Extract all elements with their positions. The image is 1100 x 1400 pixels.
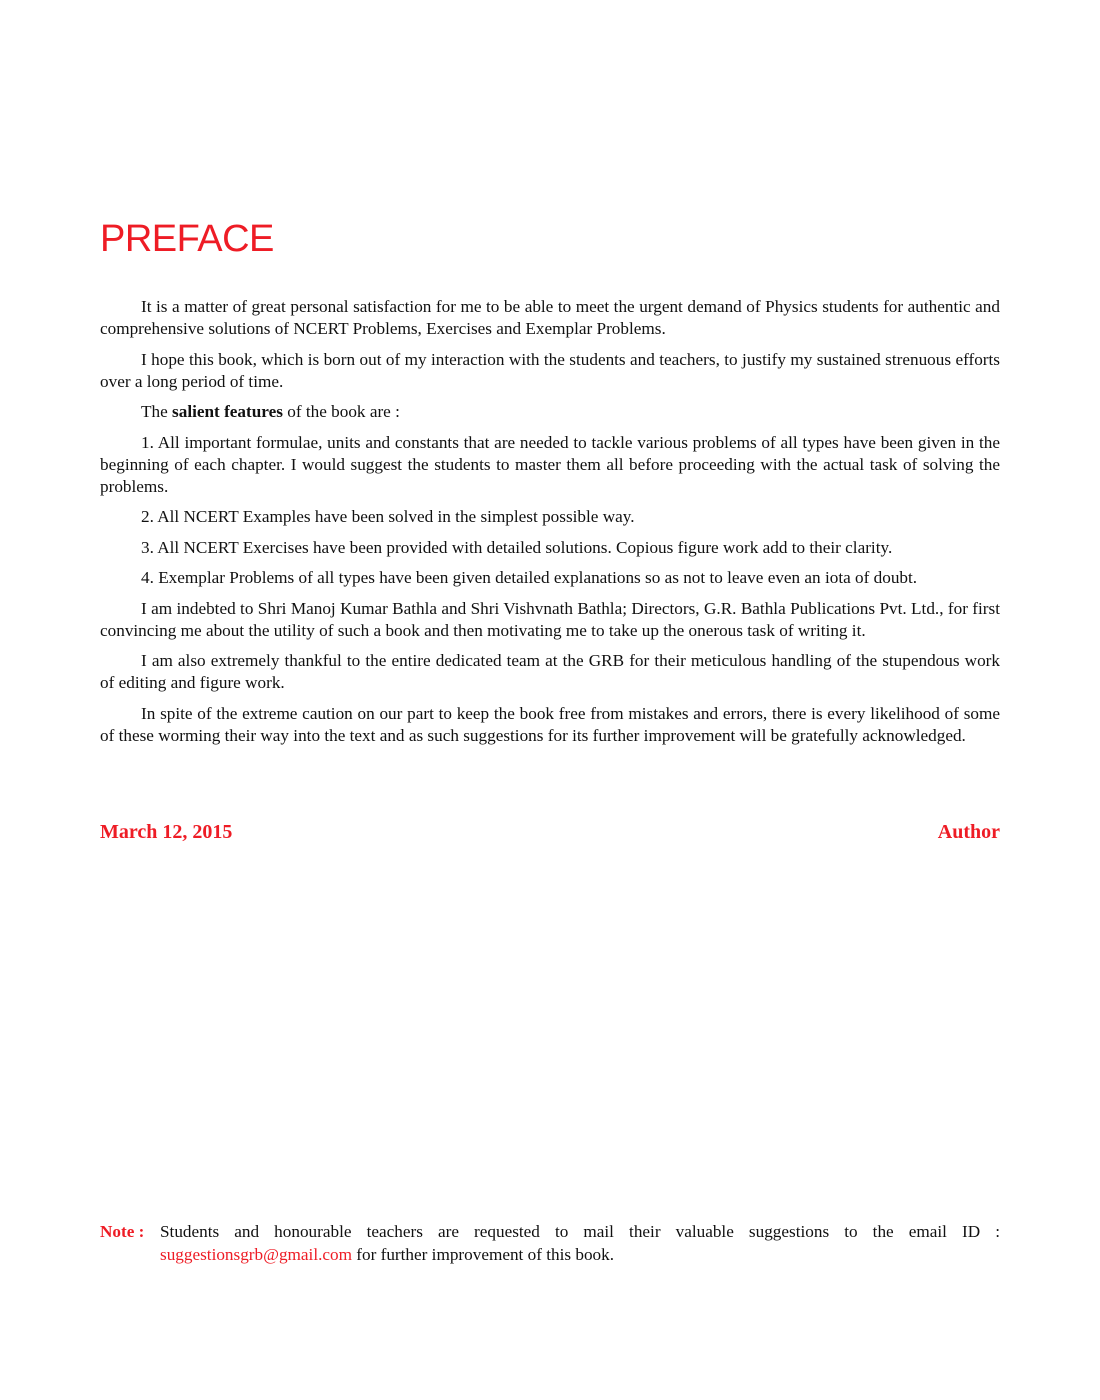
features-intro xyxy=(100,401,1000,423)
note-label: Note : xyxy=(100,1222,145,1241)
paragraph: It is a matter of great personal satisfaction for me to be able to meet the urgent demand of Physics students for authentic and comprehensive solutions of NCERT Problems, Exercises and Exemplar Problems. xyxy=(100,297,1000,338)
preface-date: March 12, 2015 xyxy=(100,821,233,843)
feature-item: 1. All important formulae, units and constants that are needed to tackle various problems of all types have been given in the beginning of each chapter. I would suggest the students to master them all before proceeding with the actual task of solving the problems. xyxy=(100,432,1000,496)
paragraph: I am also extremely thankful to the entire dedicated team at the GRB for their meticulous handling of the stupendous work of editing and figure work. xyxy=(100,651,1000,692)
preface-body xyxy=(100,296,1000,755)
note xyxy=(100,1220,1000,1266)
page-title: PREFACE xyxy=(100,218,274,260)
features-intro-bold: salient features xyxy=(172,402,283,421)
author-signature: Author xyxy=(937,821,1000,843)
paragraph: I am indebted to Shri Manoj Kumar Bathla and Shri Vishvnath Bathla; Directors, G.R. Bathla Publications Pvt. Ltd., for first convincing me about the utility of such a book and then motivating me to take up the onerous task of writing it. xyxy=(100,598,1000,640)
paragraph: In spite of the extreme caution on our part to keep the book free from mistakes and errors, there is every likelihood of some of these worming their way into the text and as such suggestions for its further improvement will be gratefully acknowledged. xyxy=(100,703,1000,745)
note-text-after: for further improvement of this book. xyxy=(351,1245,615,1264)
email-link[interactable]: suggestionsgrb@gmail.com xyxy=(160,1245,352,1264)
feature-item: 2. All NCERT Examples have been solved in the simplest possible way. xyxy=(141,507,635,526)
features-intro-before: The xyxy=(141,402,173,421)
note-text-line1: Students and honourable teachers are requested to mail their valuable suggestions to the email ID : xyxy=(160,1222,1000,1241)
feature-item: 3. All NCERT Exercises have been provided with detailed solutions. Copious figure work add to their clarity. xyxy=(141,537,893,557)
note-text xyxy=(160,1220,1000,1266)
paragraph: I hope this book, which is born out of my interaction with the students and teachers, to justify my sustained strenuous efforts over a long period of time. xyxy=(100,349,1000,391)
feature-item: 4. Exemplar Problems of all types have been given detailed explanations so as not to leave even an iota of doubt. xyxy=(141,568,918,587)
features-intro-after: of the book are : xyxy=(282,402,400,421)
